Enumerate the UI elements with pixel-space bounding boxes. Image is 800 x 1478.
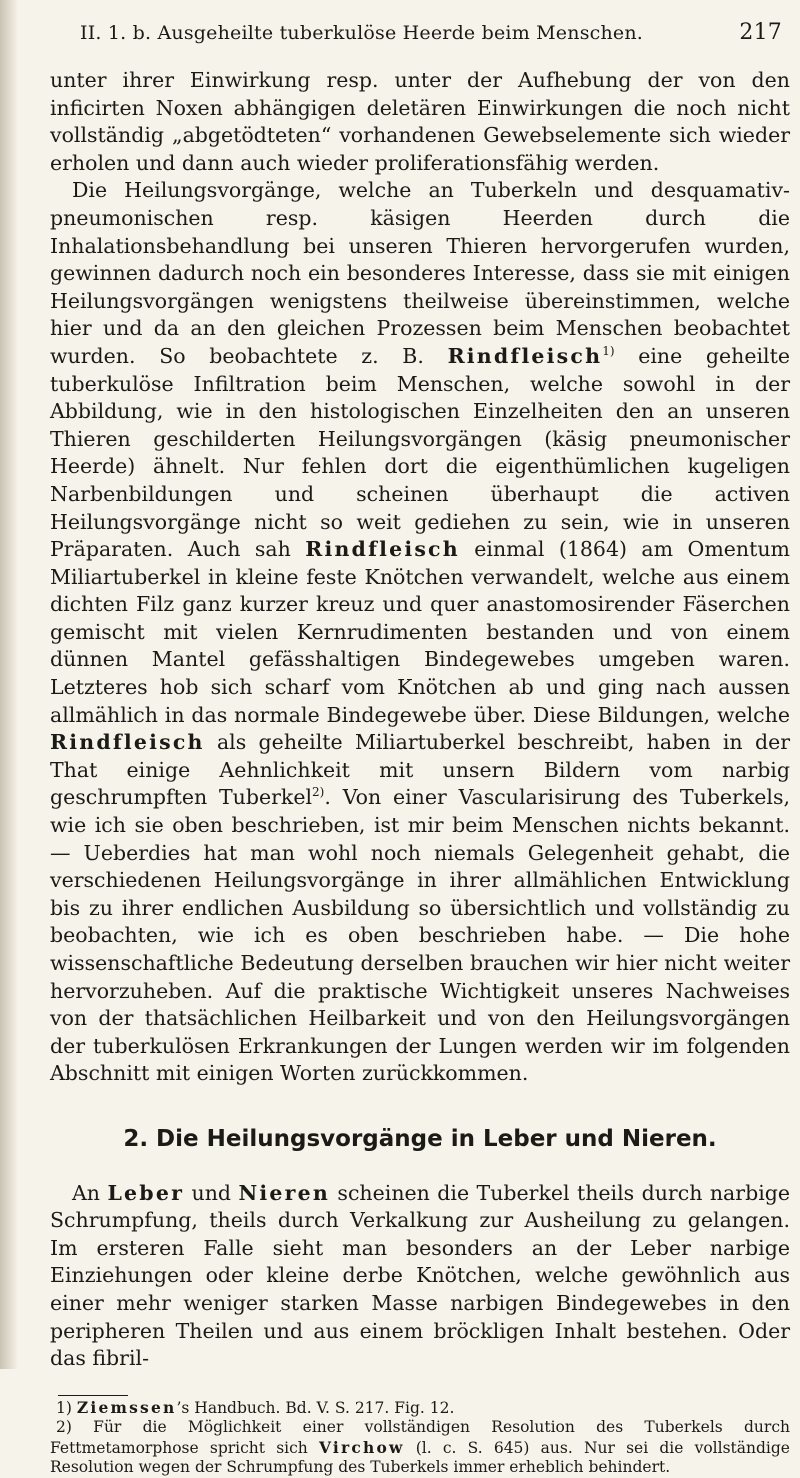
author-name: Nieren [238,1180,330,1205]
author-name: Rindfleisch [50,730,205,755]
footnote-2 [50,1418,790,1478]
text-run: unter ihrer Einwirkung resp. unter der Aufhebung der von den inficirten Noxen abhängigen deletären Einwirkungen die noch nicht vollständig „abgetödteten“ vorhandenen Gewebselemente sich wieder erholen und dann auch wieder proliferationsfähig werden. [50,68,790,175]
main-text [50,67,790,1373]
text-run: (l. c. S. 645) aus. Nur sei die vollständige Resolution wegen der Schrumpfung des Tuberkels immer erheblich behindert. [50,1438,790,1477]
footnote-ref: 2) [312,785,325,800]
text-run: . Von einer Vascularisirung des Tuberkels, wie ich sie oben beschrieben, ist mir beim Menschen nichts bekannt. — Ueberdies hat man wohl noch niemals Gelegenheit gehabt, die verschiedenen Heilungsvorgänge in ihrer allmählichen Entwicklung bis zu ihrer endlichen Ausbildung so übersichtlich und vollständig zu beobachten, wie ich es oben beschrieben habe. — Die hohe wissenschaftliche Bedeutung derselben brauchen wir hier nicht weiter hervorzuheben. Auf die praktische Wichtigkeit unseres Nachweises von der thatsächlichen Heilbarkeit und von den Heilungsvorgängen der tuberkulösen Erkrankungen der Lungen werden wir im folgenden Abschnitt mit einigen Worten zurückkommen. [50,785,790,1086]
author-name: Leber [107,1180,185,1205]
text-run: eine geheilte tuberkulöse Infiltration beim Menschen, welche sowohl in der Abbildung, wie in den histologischen Einzelheiten den an unseren Thieren geschilderten Heilungsvorgängen (käsig pneumonischer Heerde) ähnelt. Nur fehlen dort die eigenthümlichen kugeligen Narbenbildungen und scheinen überhaupt die activen Heilungsvorgänge nicht so weit gediehen zu sein, wie in unseren Präparaten. Auch sah [50,343,790,562]
text-run: Die Heilungsvorgänge, welche an Tuberkeln und desquamativ-pneumonischen resp. käsigen Heerden durch die Inhalationsbehandlung bei unseren Thieren hervorgerufen wurden, gewinnen dadurch noch ein besonderes Interesse, dass sie mit einigen Heilungsvorgängen wenigstens theilweise übereinstimmen, welche hier und da an den gleichen Prozessen beim Menschen beobachtet wurden. So beobachtete z. B. [50,178,790,368]
running-header [50,20,790,45]
paragraph-2 [50,177,790,1088]
text-run: scheinen die Tuberkel theils durch narbige Schrumpfung, theils durch Verkalkung zur Ausheilung zu gelangen. Im ersteren Falle sieht man besonders an der Leber narbige Einziehungen oder kleine derbe Knötchen, welche gewöhnlich aus einer mehr weniger starken Masse narbigen Bindegewebes in den peripheren Theilen und aus einem bröckligen Inhalt bestehen. Oder das fibril- [50,1180,791,1371]
text-run: An [72,1180,108,1205]
text-run: ’s Handbuch. Bd. V. S. 217. Fig. 12. [176,1398,455,1417]
text-run: einmal (1864) am Omentum Miliartuberkel in kleine feste Knötchen verwandelt, welche aus einem dichten Filz ganz kurzer kreuz und quer anastomosirender Fäserchen gemischt mit vielen Kernrudimenten bestanden und von einem dünnen Mantel gefässhaltigen Bindegewebes umgeben waren. Letzteres hob sich scharf vom Knötchen ab und ging nach aussen allmählich in das normale Bindegewebe über. Diese Bildungen, welche [50,537,790,727]
text-run: 2) Für die Möglichkeit einer vollständigen Resolution des Tuberkels durch Fettmetamorphose spricht sich [50,1418,790,1457]
text-run: 1) [56,1398,77,1417]
text-run: als geheilte Miliartuberkel beschreibt, haben in der That einige Aehnlichkeit mit unsern Bildern vom narbig geschrumpften Tuberkel [50,730,790,810]
footnote-rule [58,1395,128,1396]
footnote-ref: 1) [602,344,615,359]
footnote-1 [50,1398,790,1419]
book-page [50,20,790,1478]
author-name: Rindfleisch [305,537,460,562]
paragraphs [50,67,790,1088]
author-name: Rindfleisch [447,343,603,368]
section-title: 2. Die Heilungsvorgänge in Leber und Nieren. [123,1125,717,1152]
text-run: und [184,1180,239,1205]
author-name: Ziemssen [76,1397,177,1417]
section-paragraphs [50,1180,790,1373]
page-number: 217 [739,20,782,45]
paragraph-1 [50,67,790,177]
footnotes [50,1398,790,1478]
section-paragraph-1 [50,1180,790,1373]
author-name: Virchow [318,1437,405,1457]
page-binding-edge [0,0,18,1369]
running-title: II. 1. b. Ausgeheilte tuberkulöse Heerde beim Menschen. [80,22,644,44]
